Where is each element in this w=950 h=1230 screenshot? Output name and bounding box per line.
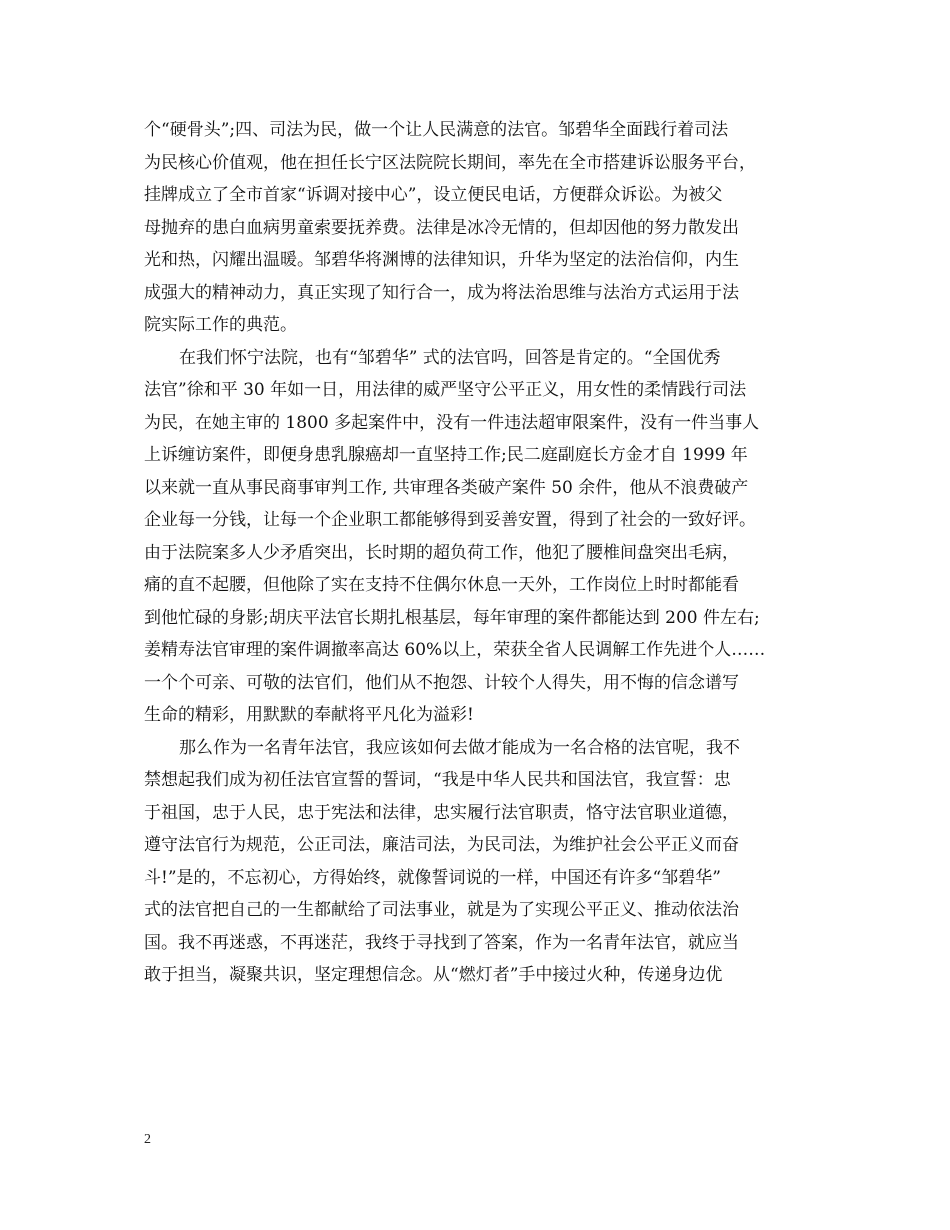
text-line: 在我们怀宁法院，也有“邹碧华” 式的法官吗，回答是肯定的。“全国优秀 [179, 347, 721, 368]
text-line: 禁想起我们成为初任法官宣誓的誓词，“我是中华人民共和国法官，我宣誓：忠 [144, 770, 731, 790]
text-line: 以来就一直从事民商事审判工作, 共审理各类破产案件 50 余件，他从不浪费破产 [144, 477, 749, 498]
text-line: 那么作为一名青年法官，我应该如何去做才能成为一名合格的法官呢，我不 [179, 737, 740, 758]
text-line: 为民核心价值观，他在担任长宁区法院院长期间，率先在全市搭建诉讼服务平台， [144, 152, 756, 173]
body-text [144, 114, 814, 992]
text-line: 式的法官把自己的一生都献给了司法事业，就是为了实现公平正义、推动依法治 [144, 900, 739, 920]
text-line: 痛的直不起腰，但他除了实在支持不住偶尔休息一天外，工作岗位上时时都能看 [144, 575, 739, 595]
text-line: 斗!”是的，不忘初心，方得始终，就像誓词说的一样，中国还有许多“邹碧华” [144, 867, 721, 888]
text-line: 敢于担当，凝聚共识，坚定理想信念。从“燃灯者”手中接过火种，传递身边优 [144, 965, 723, 985]
text-line: 于祖国，忠于人民，忠于宪法和法律，忠实履行法官职责，恪守法官职业道德， [144, 802, 739, 823]
text-line: 院实际工作的典范。 [144, 315, 297, 335]
text-line: 母抛弃的患白血病男童索要抚养费。法律是冰冷无情的，但却因他的努力散发出 [144, 217, 739, 238]
text-line: 上诉缠访案件，即便身患乳腺癌却一直坚持工作;民二庭副庭长方金才自 1999 年 [144, 445, 748, 465]
text-line: 国。我不再迷惑，不再迷茫，我终于寻找到了答案，作为一名青年法官，就应当 [144, 932, 739, 953]
text-line: 遵守法官行为规范，公正司法，廉洁司法，为民司法，为维护社会公平正义而奋 [144, 835, 739, 855]
page-number: 2 [144, 1132, 151, 1147]
text-line: 姜精寿法官审理的案件调撤率高达 60%以上，荣获全省人民调解工作先进个人…… [144, 640, 766, 660]
text-line: 个“硬骨头”;四、司法为民，做一个让人民满意的法官。邹碧华全面践行着司法 [144, 120, 729, 140]
text-line: 企业每一分钱，让每一个企业职工都能够得到妥善安置，得到了社会的一致好评。 [144, 510, 756, 530]
text-line: 到他忙碌的身影;胡庆平法官长期扎根基层，每年审理的案件都能达到 200 件左右; [144, 607, 760, 628]
text-line: 成强大的精神动力，真正实现了知行合一，成为将法治思维与法治方式运用于法 [144, 282, 739, 303]
text-line: 由于法院案多人少矛盾突出，长时期的超负荷工作，他犯了腰椎间盘突出毛病， [144, 542, 739, 563]
text-line: 光和热，闪耀出温暖。邹碧华将渊博的法律知识，升华为坚定的法治信仰，内生 [144, 250, 739, 270]
text-line: 生命的精彩，用默默的奉献将平凡化为溢彩! [144, 705, 474, 725]
text-line: 挂牌成立了全市首家“诉调对接中心”，设立便民电话，方便群众诉讼。为被父 [144, 185, 723, 205]
text-line: 一个个可亲、可敬的法官们，他们从不抱怨、计较个人得失，用不悔的信念谱写 [144, 672, 739, 693]
text-line: 法官”徐和平 30 年如一日，用法律的威严坚守公平正义，用女性的柔情践行司法 [144, 380, 747, 400]
text-line: 为民，在她主审的 1800 多起案件中，没有一件违法超审限案件，没有一件当事人 [144, 412, 760, 433]
